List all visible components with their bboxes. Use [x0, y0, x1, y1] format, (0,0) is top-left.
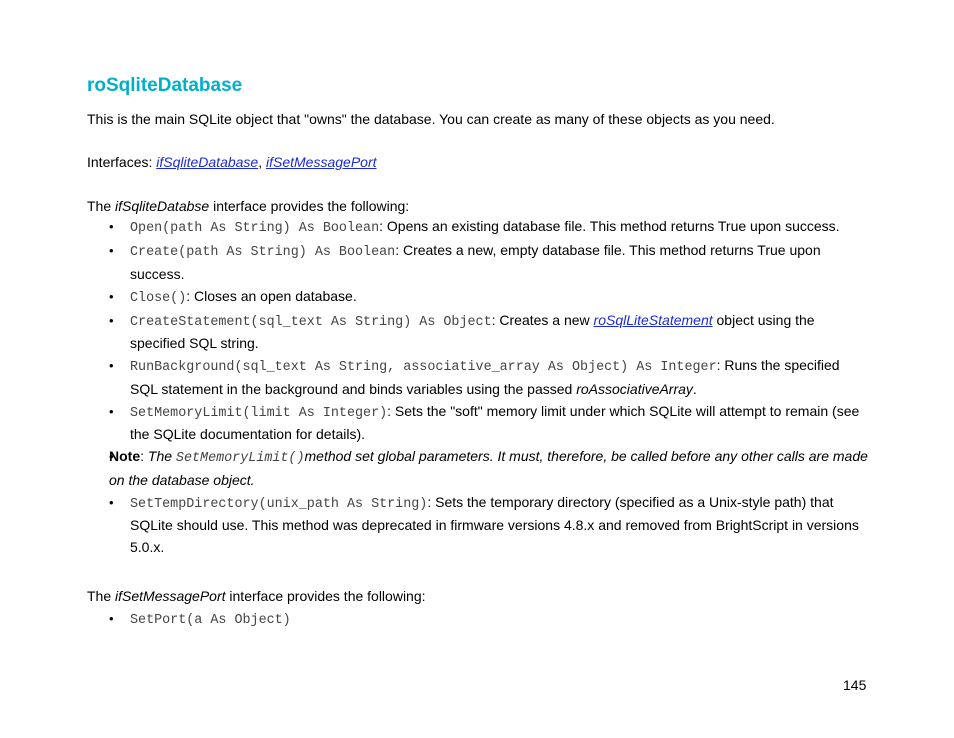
method-desc-open: : Opens an existing database file. This method returns True upon success. — [379, 218, 840, 234]
method-signature-set-port: SetPort(a As Object) — [130, 613, 291, 628]
method-signature-close: Close() — [130, 290, 187, 306]
interfaces-line — [87, 152, 377, 173]
method-signature-set-temp-directory: SetTempDirectory(unix_path As String) — [130, 496, 428, 512]
note-code: SetMemoryLimit() — [175, 451, 305, 466]
note-pre: The — [147, 448, 176, 464]
ifport-intro-post: interface provides the following: — [225, 588, 426, 604]
ifport-method-list — [109, 608, 291, 631]
list-item-close — [109, 286, 869, 310]
note-label: Note — [109, 448, 141, 464]
note-post: method set global parameters. It must, therefore, be called before any other calls are made on the database object. — [109, 448, 868, 488]
list-item-create-statement — [109, 310, 869, 355]
list-item-open — [109, 216, 869, 240]
method-desc-run-background-post: . — [692, 380, 697, 397]
note-text — [109, 448, 868, 488]
note-block — [109, 446, 869, 491]
list-item-set-temp-directory — [109, 492, 869, 559]
list-item-set-port — [109, 608, 291, 631]
method-desc-close: : Closes an open database. — [186, 287, 357, 304]
ifsqlite-intro-post: interface provides the following: — [209, 198, 410, 214]
method-desc-run-background-em: roAssociativeArray — [576, 380, 693, 397]
method-signature-create: Create(path As String) As Boolean — [130, 245, 396, 260]
interfaces-label: Interfaces: — [87, 154, 157, 170]
ifsqlite-method-list — [109, 216, 869, 559]
ifsetmessageport-link[interactable]: ifSetMessagePort — [266, 154, 377, 170]
list-item-create — [109, 240, 869, 285]
method-desc-run-background-pre: : Runs the specified SQL statement in the background and binds variables using the passed — [130, 357, 840, 397]
ifsqlite-interface-name: ifSqliteDatabse — [115, 198, 210, 214]
ifport-intro-pre: The — [87, 588, 116, 604]
intro-paragraph: This is the main SQLite object that "owns" the database. You can create as many of these objects as you need. — [87, 111, 775, 127]
method-desc-set-memory-limit: : Sets the "soft" memory limit under which SQLite will attempt to remain (see the SQLite documentation for details). — [130, 402, 860, 442]
ifsqlite-intro — [87, 196, 409, 217]
method-desc-create-statement-post: object using the specified SQL string. — [130, 311, 815, 351]
ifsqlite-intro-pre: The — [87, 198, 116, 214]
rosqllitestatement-link[interactable]: roSqlLiteStatement — [593, 311, 713, 328]
list-item-set-memory-limit — [109, 401, 869, 446]
page-number: 145 — [843, 677, 867, 693]
section-heading: roSqliteDatabase — [87, 75, 243, 96]
list-item-run-background — [109, 355, 869, 400]
method-desc-create-statement-pre: : Creates a new — [491, 311, 594, 328]
method-signature-set-memory-limit: SetMemoryLimit(limit As Integer) — [130, 405, 388, 421]
ifport-interface-name: ifSetMessagePort — [115, 588, 226, 604]
method-signature-create-statement: CreateStatement(sql_text As String) As Object — [130, 314, 492, 330]
method-signature-run-background: RunBackground(sql_text As String, associative_array As Object) As Integer — [130, 360, 717, 375]
method-desc-set-temp-directory: : Sets the temporary directory (specified as a Unix-style path) that SQLite should use. This method was deprecated in firmware versions 4.8.x and removed from BrightScript in versions 5.0.x. — [130, 493, 859, 555]
method-signature-open: Open(path As String) As Boolean — [130, 221, 380, 236]
note-colon: : — [140, 448, 148, 464]
ifport-intro — [87, 586, 426, 607]
interfaces-separator: , — [258, 154, 266, 170]
method-desc-create: : Creates a new, empty database file. This method returns True upon success. — [130, 242, 821, 282]
ifsqlitedatabase-link[interactable]: ifSqliteDatabase — [156, 154, 259, 170]
